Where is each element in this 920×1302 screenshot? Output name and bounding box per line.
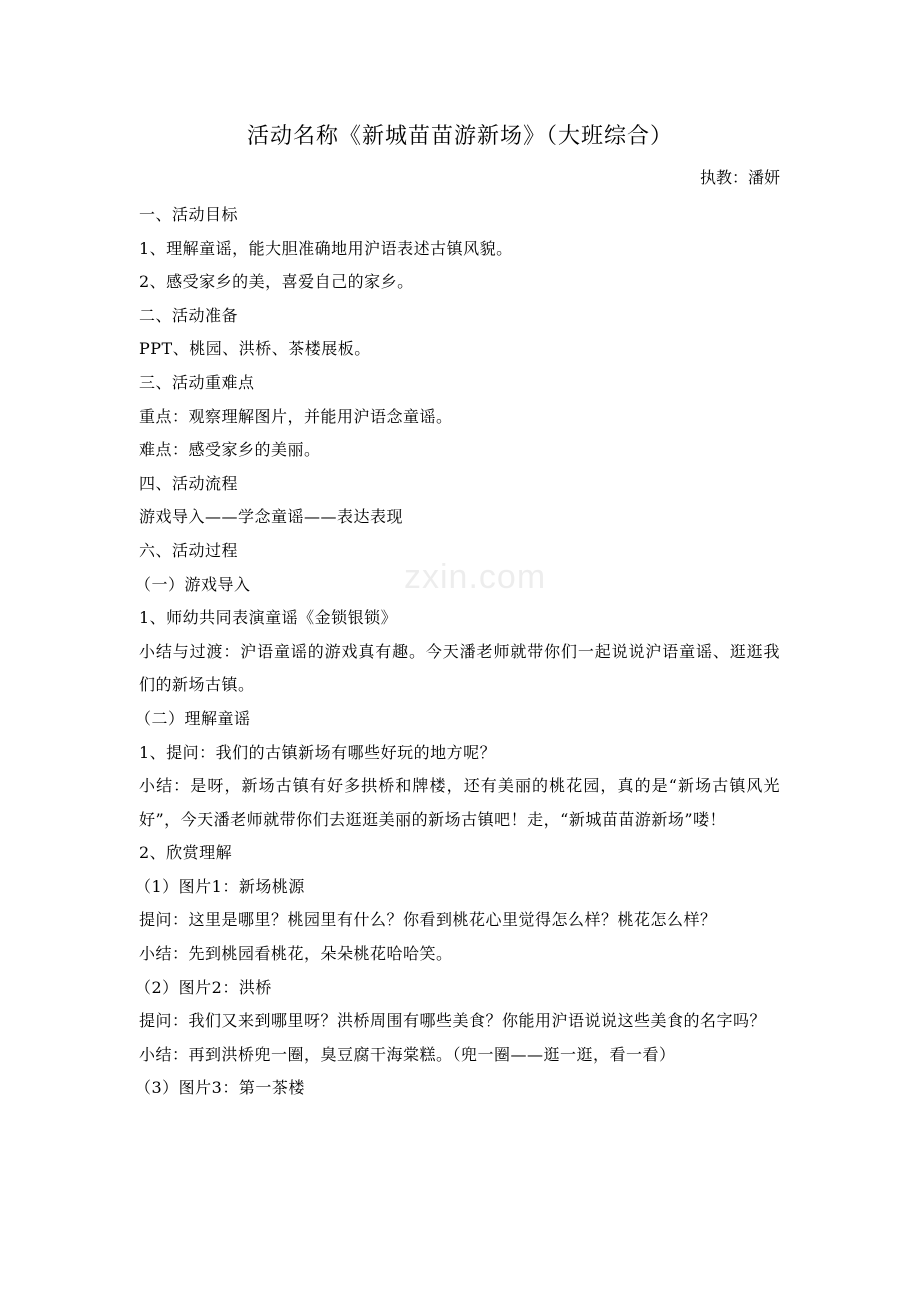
section-heading-key-points: 三、活动重难点 xyxy=(139,372,255,392)
author-line: 执教：潘妍 xyxy=(699,168,780,187)
question-1: 1、提问：我们的古镇新场有哪些好玩的地方呢？ xyxy=(139,742,497,762)
appreciate-heading: 2、欣赏理解 xyxy=(139,843,233,863)
picture-1-summary: 小结：先到桃园看桃花，朵朵桃花哈哈笑。 xyxy=(139,944,453,964)
summary-1: 小结：是呀，新场古镇有好多拱桥和牌楼，还有美丽的桃花园，真的是“新场古镇风光好”，今天潘老师就带你们去逛逛美丽的新场古镇吧！走，“新城苗苗游新场”喽！ xyxy=(139,776,780,829)
key-point-text: 重点：观察理解图片，并能用沪语念童谣。 xyxy=(139,406,453,426)
flow-text: 游戏导入——学念童谣——表达表现 xyxy=(139,507,404,527)
picture-2-heading: （2）图片2：洪桥 xyxy=(135,977,272,997)
document-title: 活动名称《新城苗苗游新场》（大班综合） xyxy=(246,124,673,149)
preparation-text: PPT、桃园、洪桥、茶楼展板。 xyxy=(139,339,371,359)
watermark: zxin.com xyxy=(404,558,547,596)
picture-3-heading: （3）图片3：第一茶楼 xyxy=(135,1078,305,1098)
section-heading-preparation: 二、活动准备 xyxy=(139,305,239,325)
section-heading-process: 六、活动过程 xyxy=(139,540,239,560)
difficult-point-text: 难点：感受家乡的美丽。 xyxy=(139,440,321,460)
goal-item-1: 1、理解童谣，能大胆准确地用沪语表述古镇风貌。 xyxy=(139,238,513,258)
summary-transition: 小结与过渡：沪语童谣的游戏真有趣。今天潘老师就带你们一起说说沪语童谣、逛逛我们的新场古镇。 xyxy=(139,641,780,695)
document-body xyxy=(135,198,780,1105)
goal-item-2: 2、感受家乡的美，喜爱自己的家乡。 xyxy=(139,272,414,292)
picture-1-heading: （1）图片1：新场桃源 xyxy=(135,876,305,896)
section-heading-goals: 一、活动目标 xyxy=(139,205,239,224)
subsection-understand-rhyme: （二）理解童谣 xyxy=(135,708,251,728)
process-step-1: 1、师幼共同表演童谣《金锁银锁》 xyxy=(139,608,398,628)
picture-1-question: 提问：这里是哪里？桃园里有什么？你看到桃花心里觉得怎么样？桃花怎么样？ xyxy=(139,910,717,930)
subsection-game-intro: （一）游戏导入 xyxy=(135,574,251,594)
picture-2-summary: 小结：再到洪桥兜一圈，臭豆腐干海棠糕。（兜一圈——逛一逛，看一看） xyxy=(139,1044,676,1064)
section-heading-flow: 四、活动流程 xyxy=(139,473,239,493)
picture-2-question: 提问：我们又来到哪里呀？洪桥周围有哪些美食？你能用沪语说说这些美食的名字吗？ xyxy=(139,1011,767,1031)
